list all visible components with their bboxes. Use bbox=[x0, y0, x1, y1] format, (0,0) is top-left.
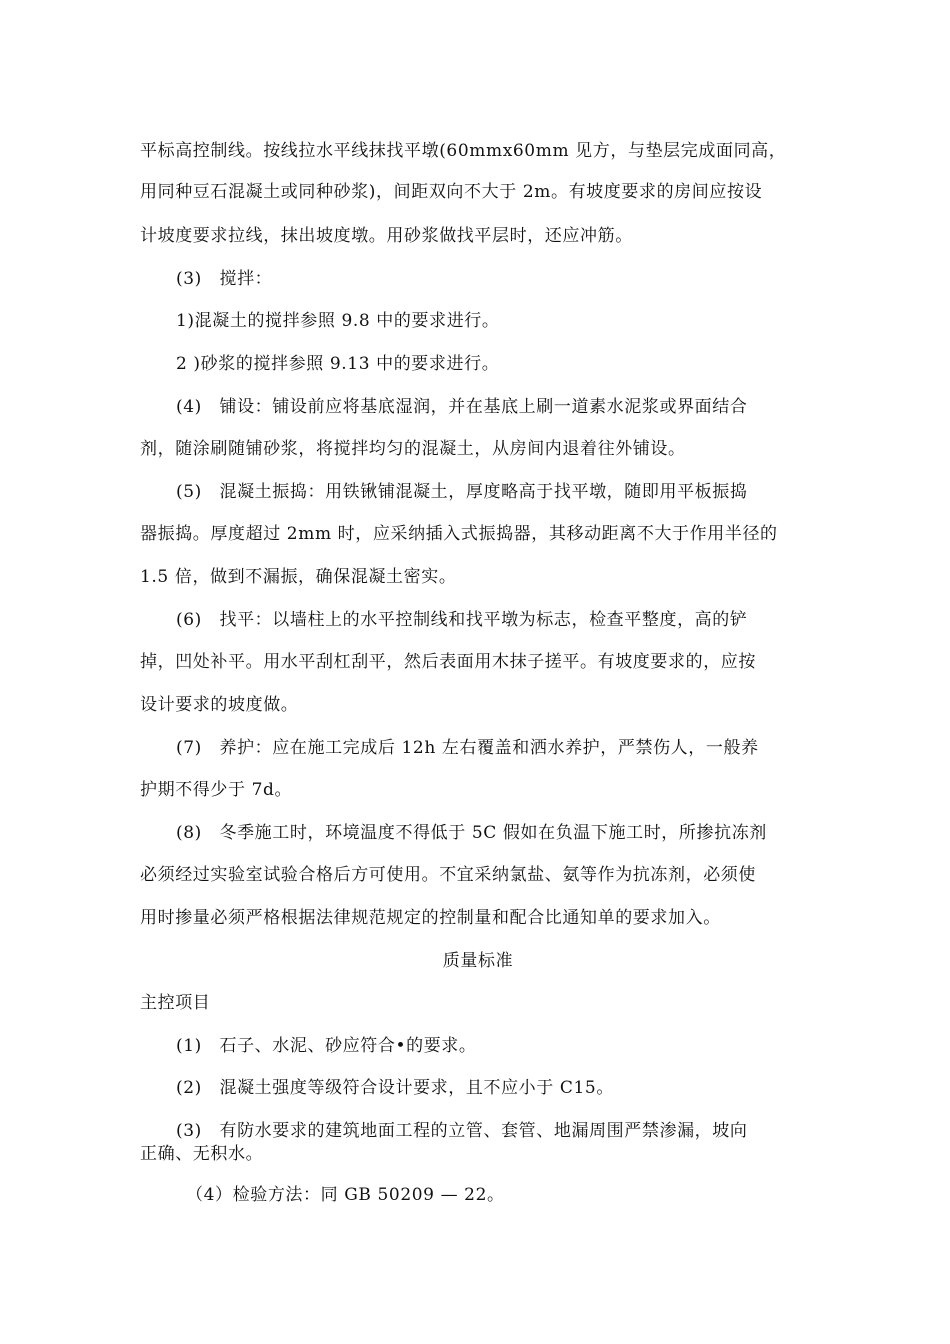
list-item: 1)混凝土的搅拌参照 9.8 中的要求进行。 bbox=[176, 311, 500, 331]
text-line: 器振捣。厚度超过 2mm 时，应采纳插入式振捣器，其移动距离不大于作用半径的 bbox=[140, 524, 778, 544]
section-heading-mixing: (3) 搅拌： bbox=[176, 269, 273, 289]
text-line: 计坡度要求拉线，抹出坡度墩。用砂浆做找平层时，还应冲筋。 bbox=[140, 226, 633, 246]
text-line: 剂，随涂刷随铺砂浆，将搅拌均匀的混凝土，从房间内退着往外铺设。 bbox=[140, 439, 686, 459]
text-line: 1.5 倍，做到不漏振，确保混凝土密实。 bbox=[140, 567, 457, 587]
paragraph-winter: (8) 冬季施工时，环境温度不得低于 5C 假如在负温下施工时，所掺抗冻剂 bbox=[176, 823, 767, 843]
subsection-title-main-items: 主控项目 bbox=[140, 993, 211, 1013]
text-line: 正确、无积水。 bbox=[140, 1144, 264, 1164]
list-item: （4）检验方法：同 GB 50209 — 22。 bbox=[186, 1185, 505, 1205]
list-item: (1) 石子、水泥、砂应符合•的要求。 bbox=[176, 1036, 477, 1056]
list-item: 2 )砂浆的搅拌参照 9.13 中的要求进行。 bbox=[176, 354, 500, 374]
list-item: (3) 有防水要求的建筑地面工程的立管、套管、地漏周围严禁渗漏，坡向 bbox=[176, 1121, 748, 1141]
list-item: (2) 混凝土强度等级符合设计要求，且不应小于 C15。 bbox=[176, 1078, 614, 1098]
text-line: 用同种豆石混凝土或同种砂浆)，间距双向不大于 2m。有坡度要求的房间应按设 bbox=[140, 182, 763, 202]
text-line: 用时掺量必须严格根据法律规范规定的控制量和配合比通知单的要求加入。 bbox=[140, 908, 721, 928]
text-line: 护期不得少于 7d。 bbox=[140, 780, 293, 800]
paragraph-vibration: (5) 混凝土振捣：用铁锹铺混凝土，厚度略高于找平墩，随即用平板振捣 bbox=[176, 482, 748, 502]
paragraph-leveling: (6) 找平：以墙柱上的水平控制线和找平墩为标志，检查平整度，高的铲 bbox=[176, 610, 748, 630]
paragraph-paving: (4) 铺设：铺设前应将基底湿润，并在基底上刷一道素水泥浆或界面结合 bbox=[176, 397, 748, 417]
text-line: 设计要求的坡度做。 bbox=[140, 695, 299, 715]
paragraph-curing: (7) 养护：应在施工完成后 12h 左右覆盖和洒水养护，严禁伤人，一般养 bbox=[176, 738, 759, 758]
section-title-quality-standard: 质量标准 bbox=[442, 951, 514, 971]
text-line: 掉，凹处补平。用水平刮杠刮平，然后表面用木抹子搓平。有坡度要求的，应按 bbox=[140, 652, 756, 672]
text-line: 平标高控制线。按线拉水平线抹找平墩(60mmx60mm 见方，与垫层完成面同高， bbox=[140, 141, 787, 161]
text-line: 必须经过实验室试验合格后方可使用。不宜采纳氯盐、氨等作为抗冻剂，必须使 bbox=[140, 865, 756, 885]
